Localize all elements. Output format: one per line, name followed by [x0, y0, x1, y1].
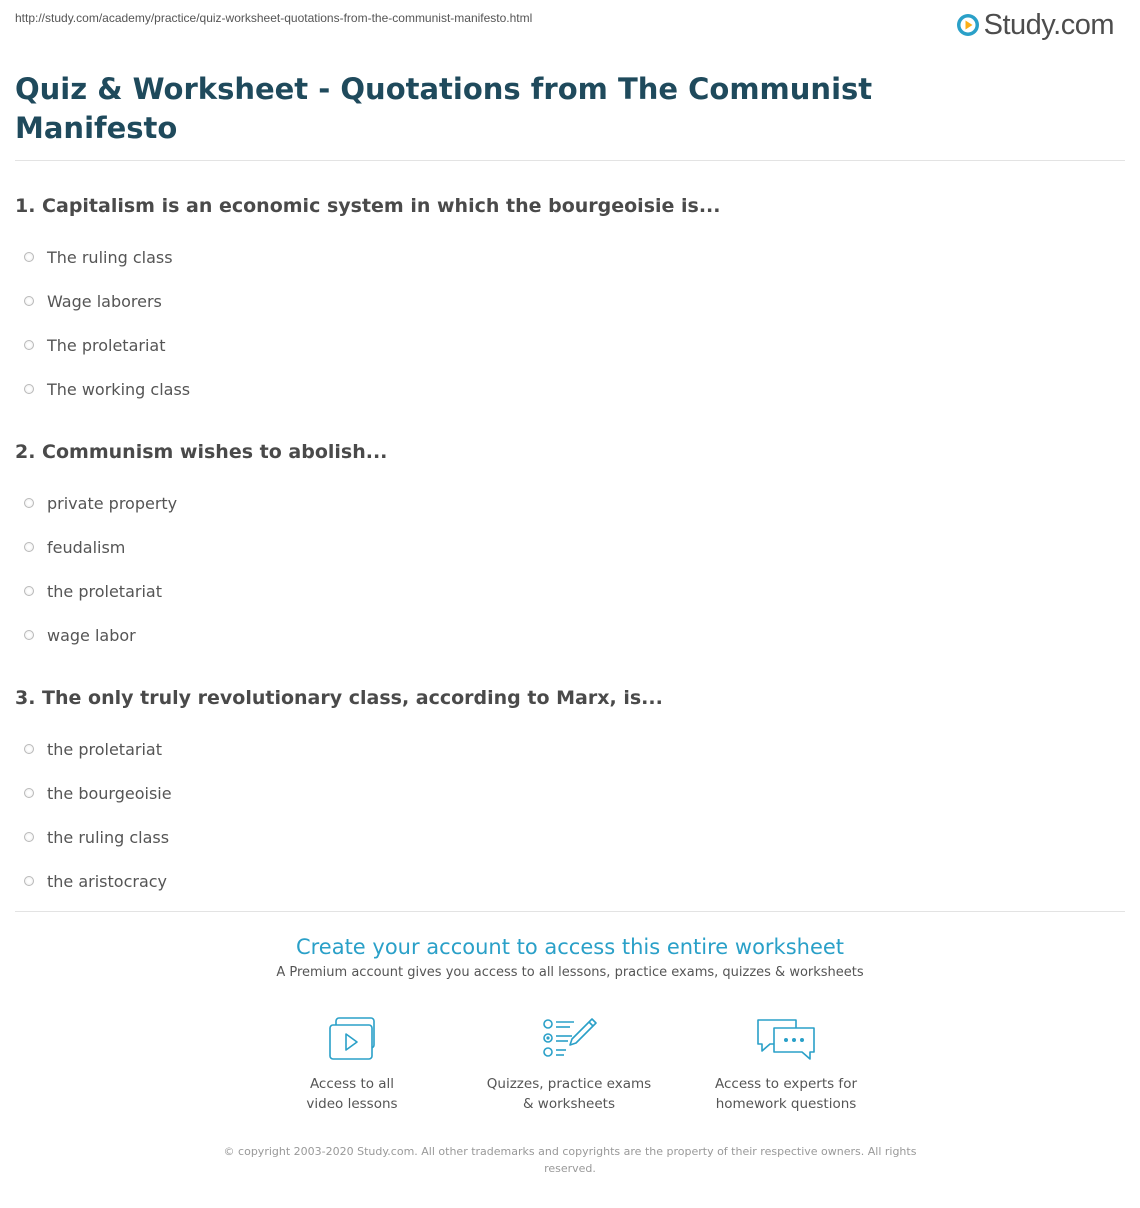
- option-label: the aristocracy: [47, 871, 168, 891]
- question-1: [15, 193, 1125, 411]
- create-account-link[interactable]: Create your account to access this entire worksheet: [295, 935, 845, 959]
- option-label: Wage laborers: [47, 291, 162, 311]
- play-circle-icon: [956, 13, 980, 37]
- answer-option[interactable]: [24, 367, 1125, 411]
- question-3: [15, 685, 1125, 903]
- answer-option[interactable]: [24, 235, 1125, 279]
- option-label: the proletariat: [47, 739, 162, 759]
- option-label: The ruling class: [47, 247, 173, 267]
- radio-icon[interactable]: [24, 832, 34, 842]
- premium-description: A Premium account gives you access to all lessons, practice exams, quizzes & worksheets: [276, 965, 864, 980]
- feature-experts: [686, 1016, 886, 1114]
- radio-icon[interactable]: [24, 586, 34, 596]
- radio-icon[interactable]: [24, 340, 34, 350]
- option-label: the proletariat: [47, 581, 162, 601]
- answer-option[interactable]: [24, 771, 1125, 815]
- page-url: http://study.com/academy/practice/quiz-worksheet-quotations-from-the-communist-manifesto.html: [15, 11, 533, 25]
- answer-option[interactable]: [24, 727, 1125, 771]
- radio-icon[interactable]: [24, 498, 34, 508]
- copyright-text: © copyright 2003-2020 Study.com. All other trademarks and copyrights are the property of their respective owners. All rights reserved.: [223, 1145, 917, 1175]
- question-list: [15, 193, 1125, 931]
- radio-icon[interactable]: [24, 876, 34, 886]
- radio-icon[interactable]: [24, 252, 34, 262]
- radio-icon[interactable]: [24, 296, 34, 306]
- feature-label: Access to all video lessons: [306, 1076, 398, 1112]
- feature-quizzes: [469, 1016, 669, 1114]
- radio-icon[interactable]: [24, 630, 34, 640]
- answer-option[interactable]: [24, 481, 1125, 525]
- answer-option[interactable]: [24, 859, 1125, 903]
- page-title: Quiz & Worksheet - Quotations from The Communist Manifesto: [15, 72, 873, 145]
- option-label: feudalism: [47, 537, 126, 557]
- answer-option[interactable]: [24, 613, 1125, 657]
- option-label: private property: [47, 493, 178, 513]
- section-divider: [15, 911, 1125, 912]
- feature-label: Access to experts for homework questions: [714, 1076, 857, 1112]
- title-divider: [15, 160, 1125, 161]
- answer-option[interactable]: [24, 279, 1125, 323]
- radio-icon[interactable]: [24, 788, 34, 798]
- video-lessons-icon: [326, 1016, 378, 1062]
- study-logo[interactable]: [956, 8, 1114, 42]
- radio-icon[interactable]: [24, 384, 34, 394]
- quiz-checklist-icon: [540, 1016, 598, 1062]
- answer-option[interactable]: [24, 323, 1125, 367]
- radio-icon[interactable]: [24, 542, 34, 552]
- question-text: 3. The only truly revolutionary class, according to Marx, is...: [15, 687, 663, 709]
- signup-prompt: [0, 933, 1140, 980]
- feature-label: Quizzes, practice exams & worksheets: [486, 1076, 652, 1112]
- option-label: the ruling class: [47, 827, 170, 847]
- option-label: the bourgeoisie: [47, 783, 172, 803]
- logo-text: Study.com: [983, 8, 1114, 41]
- option-label: The working class: [47, 379, 191, 399]
- question-text: 1. Capitalism is an economic system in which the bourgeoisie is...: [15, 195, 721, 217]
- option-label: wage labor: [47, 625, 136, 645]
- question-2: [15, 439, 1125, 657]
- question-text: 2. Communism wishes to abolish...: [15, 441, 388, 463]
- chat-bubbles-icon: [754, 1016, 818, 1062]
- feature-video-lessons: [252, 1016, 452, 1114]
- answer-option[interactable]: [24, 525, 1125, 569]
- radio-icon[interactable]: [24, 744, 34, 754]
- answer-option[interactable]: [24, 569, 1125, 613]
- option-label: The proletariat: [47, 335, 166, 355]
- answer-option[interactable]: [24, 815, 1125, 859]
